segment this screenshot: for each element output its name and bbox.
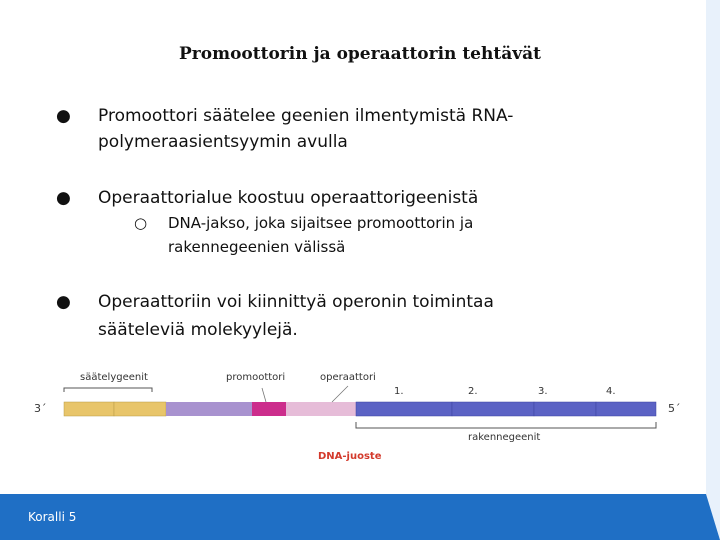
gene-number: 1.: [394, 386, 404, 397]
operator-label: operaattori: [320, 372, 376, 383]
regulatory-bracket: [64, 388, 152, 392]
slide-title: Promoottorin ja operaattorin tehtävät: [179, 44, 541, 64]
bullet-marker: ●: [56, 106, 71, 126]
structural-gene-2: [452, 402, 534, 416]
operator-segment: [286, 402, 356, 416]
sub-bullet-line: rakennegeenien välissä: [168, 238, 346, 256]
strand-end-left: 3´: [34, 402, 47, 415]
regulatory-label: säätelygeenit: [80, 372, 148, 383]
regulatory-gene-1: [64, 402, 114, 416]
gene-number: 3.: [538, 386, 548, 397]
bullet-line: sääteleviä molekyylejä.: [98, 320, 298, 340]
structural-label: rakennegeenit: [468, 432, 541, 443]
bullet-line: Operaattorialue koostuu operaattorigeenistä: [98, 188, 479, 208]
footer-text: Koralli 5: [28, 510, 77, 524]
operator-pointer: [332, 386, 348, 402]
operon-diagram: [30, 366, 690, 466]
bullet-line: Operaattoriin voi kiinnittyä operonin toimintaa: [98, 292, 494, 312]
structural-bracket: [356, 422, 656, 428]
bullet-line: polymeraasientsyymin avulla: [98, 132, 348, 152]
structural-gene-4: [596, 402, 656, 416]
strand-end-right: 5´: [668, 402, 681, 415]
bullet-marker: ●: [56, 188, 71, 208]
sub-bullet-line: DNA-jakso, joka sijaitsee promoottorin ja: [168, 214, 474, 232]
gene-number: 2.: [468, 386, 478, 397]
promoter-label: promoottori: [226, 372, 286, 383]
bullet-line: Promoottori säätelee geenien ilmentymistä RNA-: [98, 106, 514, 126]
spacer-segment: [166, 402, 252, 416]
regulatory-gene-2: [114, 402, 166, 416]
structural-gene-1: [356, 402, 452, 416]
strand-label: DNA-juoste: [318, 451, 382, 462]
bullet-marker: ●: [56, 292, 71, 312]
promoter-pointer: [262, 388, 266, 402]
structural-gene-3: [534, 402, 596, 416]
promoter-segment: [252, 402, 286, 416]
sub-bullet-marker: ○: [134, 214, 148, 232]
gene-number: 4.: [606, 386, 616, 397]
